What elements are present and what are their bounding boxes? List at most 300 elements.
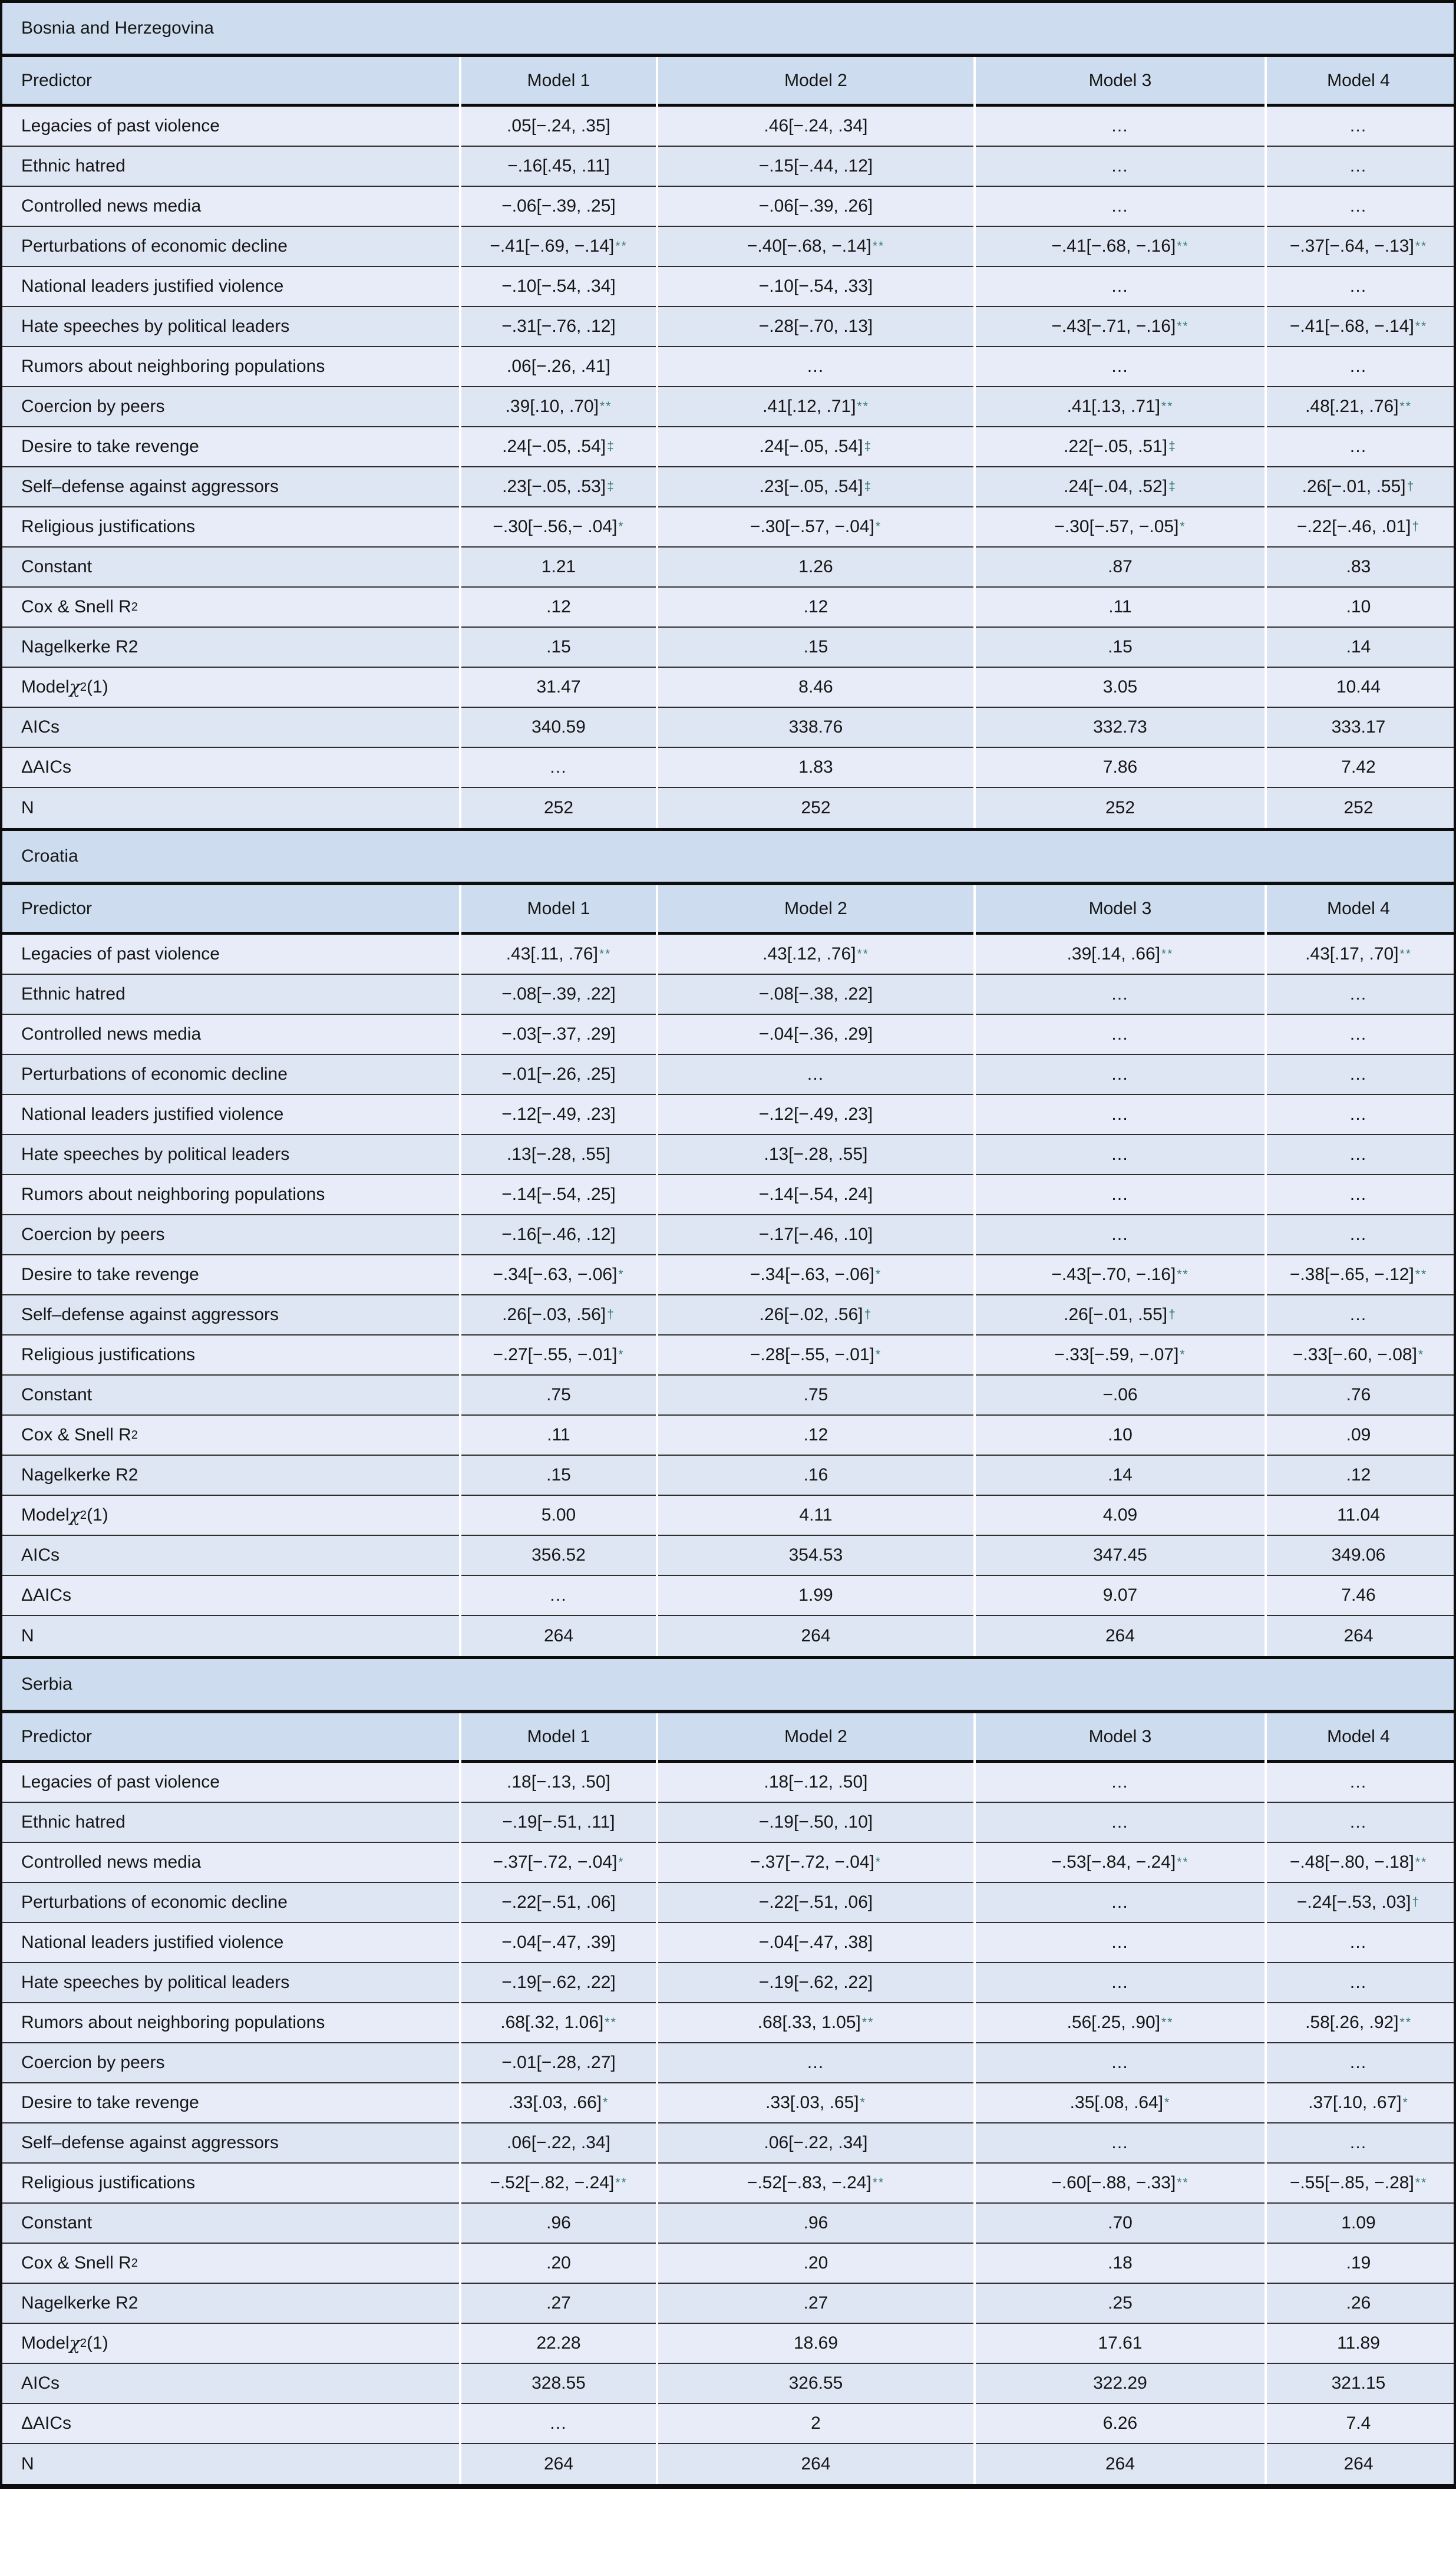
section-title-row [2,831,1454,885]
coefficient-value: .33[.03, .66] [508,2093,602,2112]
value-cell-model-4 [1267,1295,1454,1335]
value-cell-model-4: −.55[−.85, −.28] ** [1267,2164,1454,2204]
coefficient-value: 347.45 [1093,1545,1147,1565]
predictor-label-part: Model [21,1505,70,1525]
coefficient-value: .46[−.24, .34] [764,116,868,136]
coefficient-value: .16 [803,1465,828,1485]
column-header-row [2,57,1454,107]
value-cell-model-1: −.41[−.69, −.14] ** [461,227,656,267]
value-cell-model-2 [658,1175,973,1215]
predictor-label: N [21,1626,34,1646]
value-cell-model-4: .48[.21, .76] ** [1267,387,1454,427]
table-row [2,2164,1454,2204]
value-cell-model-1 [461,748,656,788]
value-cell-model-3 [976,187,1264,227]
coefficient-value: .06[−.22, .34] [764,2133,868,2152]
coefficient-value: 354.53 [788,1545,843,1565]
value-cell-model-1 [461,2204,656,2244]
coefficient-value: −.27[−.55, −.01] [493,1345,618,1364]
value-cell-model-3 [976,2324,1264,2364]
coefficient-value: .24[−.04, .52] [1064,477,1168,496]
table-row [2,1416,1454,1456]
coefficient-value: … [1349,1305,1368,1324]
predictor-label: Controlled news media [21,196,202,216]
coefficient-value: … [1349,1185,1368,1204]
table-row [2,668,1454,708]
coefficient-value: … [1349,1104,1368,1124]
predictor-cell [2,788,459,828]
value-cell-model-2 [658,748,973,788]
col-header-model-2 [658,1713,973,1763]
coefficient-value: 326.55 [788,2373,843,2393]
coefficient-value: 1.21 [541,557,576,576]
coefficient-value: … [1111,1104,1130,1124]
table-row [2,2444,1454,2484]
value-cell-model-2: .68[.33, 1.05] ** [658,2003,973,2043]
table-row [2,187,1454,227]
value-cell-model-2 [658,147,973,187]
predictor-label: Hate speeches by political leaders [21,316,290,336]
coefficient-value: .13[−.28, .55] [507,1145,610,1164]
section-title-row [2,1659,1454,1713]
coefficient-value: … [1111,1892,1130,1912]
predictor-cell [2,107,459,147]
coefficient-value: −.34[−.63, −.06] [750,1265,874,1284]
value-cell-model-4 [1267,107,1454,147]
coefficient-value: 7.86 [1102,757,1138,777]
table-row [2,387,1454,427]
coefficient-value: .10 [1108,1425,1133,1445]
coefficient-value: −.55[−.85, −.28] [1289,2173,1414,2192]
value-cell-model-1: .24[−.05, .54] ‡ [461,427,656,467]
value-cell-model-4 [1267,1416,1454,1456]
predictor-cell [2,1175,459,1215]
coefficient-value: −.41[−.69, −.14] [490,236,615,256]
value-cell-model-2 [658,628,973,668]
coefficient-value: −.04[−.36, .29] [758,1024,873,1044]
value-cell-model-3 [976,1496,1264,1536]
coefficient-value: −.48[−.80, −.18] [1289,1852,1414,1872]
value-cell-model-1 [461,1015,656,1055]
section-title: Croatia [21,846,78,866]
value-cell-model-1 [461,267,656,307]
value-cell-model-2 [658,588,973,628]
table-row [2,1536,1454,1576]
value-cell-model-3: −.60[−.88, −.33] ** [976,2164,1264,2204]
predictor-label-part: (1) [87,2333,108,2353]
predictor-label: Self–defense against aggressors [21,1305,279,1324]
predictor-label: Coercion by peers [21,2053,165,2072]
value-cell-model-2: −.37[−.72, −.04] * [658,1843,973,1883]
col-header-label: Model 3 [1088,70,1152,90]
coefficient-value: 338.76 [788,717,843,737]
coefficient-value: −.33[−.59, −.07] [1054,1345,1179,1364]
coefficient-value: .43[.11, .76] [506,944,598,964]
value-cell-model-2 [658,1015,973,1055]
coefficient-value: −.01[−.26, .25] [501,1064,616,1084]
table-row [2,1055,1454,1095]
value-cell-model-1: −.27[−.55, −.01] * [461,1335,656,1376]
value-cell-model-2 [658,2204,973,2244]
value-cell-model-2: .33[.03, .65] * [658,2083,973,2123]
coefficient-value: .20 [546,2253,571,2273]
value-cell-model-4 [1267,668,1454,708]
value-cell-model-3 [976,748,1264,788]
value-cell-model-2: −.30[−.57, −.04] * [658,507,973,548]
coefficient-value: 264 [801,1626,831,1646]
value-cell-model-4 [1267,2244,1454,2284]
coefficient-value: .12 [546,597,571,616]
value-cell-model-4 [1267,1135,1454,1175]
coefficient-value: −.08[−.38, .22] [758,984,873,1004]
value-cell-model-1 [461,1496,656,1536]
table-row [2,548,1454,588]
coefficient-value: .39[.14, .66] [1067,944,1161,964]
value-cell-model-4 [1267,1923,1454,1963]
value-cell-model-3: .39[.14, .66] ** [976,935,1264,975]
value-cell-model-2: −.28[−.55, −.01] * [658,1335,973,1376]
predictor-cell [2,1095,459,1135]
coefficient-value: 3.05 [1102,677,1138,697]
col-header-predictor [2,57,459,107]
table-row [2,1456,1454,1496]
coefficient-value: … [1111,1064,1130,1084]
predictor-label-part: Cox & Snell R [21,597,131,616]
predictor-cell [2,1763,459,1803]
coefficient-value: −.40[−.68, −.14] [747,236,871,256]
value-cell-model-3 [976,548,1264,588]
col-header-label: Model 4 [1327,1726,1390,1746]
coefficient-value: .20 [803,2253,828,2273]
value-cell-model-3 [976,1416,1264,1456]
coefficient-value: … [1349,2133,1368,2152]
predictor-label: Desire to take revenge [21,1265,199,1284]
coefficient-value: .22[−.05, .51] [1064,437,1168,456]
value-cell-model-4: −.48[−.80, −.18] ** [1267,1843,1454,1883]
value-cell-model-1 [461,147,656,187]
table-row [2,2284,1454,2324]
value-cell-model-4: −.41[−.68, −.14] ** [1267,307,1454,347]
coefficient-value: 11.04 [1337,1505,1380,1525]
value-cell-model-1: .33[.03, .66] * [461,2083,656,2123]
predictor-label-part: (1) [87,677,108,697]
coefficient-value: 4.11 [799,1505,833,1525]
predictor-cell: Model χ 2 (1) [2,2324,459,2364]
value-cell-model-2 [658,788,973,828]
value-cell-model-1 [461,187,656,227]
coefficient-value: 5.00 [541,1505,576,1525]
coefficient-value: 7.4 [1346,2413,1371,2433]
predictor-cell [2,748,459,788]
value-cell-model-4 [1267,1175,1454,1215]
value-cell-model-1 [461,2404,656,2444]
coefficient-value: 252 [1105,798,1135,817]
coefficient-value: .87 [1108,557,1133,576]
coefficient-value: .19 [1346,2253,1371,2273]
coefficient-value: … [1349,2053,1368,2072]
predictor-cell [2,2043,459,2083]
value-cell-model-1 [461,1616,656,1656]
value-cell-model-2 [658,307,973,347]
value-cell-model-3: .24[−.04, .52] ‡ [976,467,1264,507]
predictor-cell [2,347,459,387]
predictor-cell [2,2204,459,2244]
coefficient-value: … [1111,1225,1130,1244]
predictor-cell [2,1923,459,1963]
coefficient-value: −.41[−.68, −.16] [1051,236,1176,256]
coefficient-value: … [1349,437,1368,456]
table-row [2,2003,1454,2043]
coefficient-value: 264 [1105,1626,1135,1646]
coefficient-value: −.14[−.54, .24] [758,1185,873,1204]
col-header-predictor [2,1713,459,1763]
table-row [2,1255,1454,1295]
value-cell-model-1 [461,2284,656,2324]
value-cell-model-3 [976,1763,1264,1803]
predictor-cell [2,267,459,307]
coefficient-value: .15 [546,637,571,657]
value-cell-model-2 [658,2123,973,2164]
value-cell-model-2 [658,1536,973,1576]
country-section [2,828,1454,1656]
value-cell-model-1: .39[.10, .70] ** [461,387,656,427]
coefficient-value: … [1349,1225,1368,1244]
coefficient-value: … [1111,357,1130,376]
predictor-cell [2,1616,459,1656]
value-cell-model-2 [658,1496,973,1536]
predictor-label: AICs [21,1545,60,1565]
coefficient-value: .05[−.24, .35] [507,116,610,136]
value-cell-model-1 [461,1055,656,1095]
value-cell-model-2 [658,267,973,307]
value-cell-model-3 [976,1055,1264,1095]
value-cell-model-2 [658,1055,973,1095]
coefficient-value: .15 [1108,637,1133,657]
value-cell-model-3 [976,1923,1264,1963]
predictor-cell [2,2444,459,2484]
value-cell-model-4 [1267,347,1454,387]
coefficient-value: −.04[−.47, .38] [758,1933,873,1952]
value-cell-model-3 [976,2244,1264,2284]
table-row [2,1843,1454,1883]
coefficient-value: … [1349,116,1368,136]
value-cell-model-4 [1267,2444,1454,2484]
predictor-cell [2,1015,459,1055]
value-cell-model-2 [658,1883,973,1923]
coefficient-value: 2 [811,2413,821,2433]
predictor-label: ΔAICs [21,757,72,777]
coefficient-value: −.12[−.49, .23] [758,1104,873,1124]
coefficient-value: .25 [1108,2293,1133,2313]
value-cell-model-3: .56[.25, .90] ** [976,2003,1264,2043]
value-cell-model-2 [658,1416,973,1456]
coefficient-value: .41[.12, .71] [762,397,856,416]
table-row [2,427,1454,467]
coefficient-value: 10.44 [1336,677,1381,697]
coefficient-value: −.34[−.63, −.06] [493,1265,618,1284]
coefficient-value: .96 [546,2213,571,2233]
value-cell-model-4 [1267,788,1454,828]
value-cell-model-4 [1267,1763,1454,1803]
coefficient-value: −.08[−.39, .22] [501,984,616,1004]
value-cell-model-4 [1267,1803,1454,1843]
coefficient-value: .43[.12, .76] [762,944,856,964]
coefficient-value: −.33[−.60, −.08] [1292,1345,1417,1364]
predictor-label: Religious justifications [21,2173,196,2192]
predictor-cell [2,548,459,588]
value-cell-model-4: −.37[−.64, −.13] ** [1267,227,1454,267]
value-cell-model-4 [1267,2284,1454,2324]
coefficient-value: … [1349,1812,1368,1832]
table-row [2,227,1454,267]
col-header-label: Model 1 [527,898,590,918]
value-cell-model-3: −.43[−.70, −.16] ** [976,1255,1264,1295]
coefficient-value: −.30[−.57, −.05] [1054,517,1179,536]
table-row [2,307,1454,347]
value-cell-model-2 [658,2324,973,2364]
coefficient-value: … [1349,156,1368,176]
predictor-label-part: Model [21,2333,70,2353]
predictor-label: Coercion by peers [21,1225,165,1244]
value-cell-model-1 [461,307,656,347]
coefficient-value: −.16[−.46, .12] [501,1225,616,1244]
coefficient-value: −.37[−.64, −.13] [1289,236,1414,256]
coefficient-value: .39[.10, .70] [505,397,599,416]
coefficient-value: 7.42 [1341,757,1376,777]
predictor-label: N [21,798,34,817]
col-header-model-2 [658,57,973,107]
coefficient-value: .10 [1346,597,1371,616]
value-cell-model-2 [658,2244,973,2284]
coefficient-value: … [1349,1145,1368,1164]
value-cell-model-3 [976,1536,1264,1576]
value-cell-model-1 [461,1376,656,1416]
coefficient-value: … [1111,984,1130,1004]
coefficient-value: .76 [1346,1385,1371,1404]
section-title: Serbia [21,1674,72,1694]
coefficient-value: .24[−.05, .54] [502,437,606,456]
predictor-label: Religious justifications [21,1345,196,1364]
coefficient-value: 22.28 [536,2333,581,2353]
value-cell-model-2: −.34[−.63, −.06] * [658,1255,973,1295]
predictor-cell [2,628,459,668]
coefficient-value: −.38[−.65, −.12] [1289,1265,1414,1284]
coefficient-value: … [1111,156,1130,176]
table-row [2,507,1454,548]
predictor-label: Self–defense against aggressors [21,477,279,496]
value-cell-model-1 [461,975,656,1015]
value-cell-model-3 [976,347,1264,387]
value-cell-model-1: −.30[−.56,− .04] * [461,507,656,548]
value-cell-model-3 [976,588,1264,628]
predictor-cell [2,307,459,347]
value-cell-model-2: .41[.12, .71] ** [658,387,973,427]
coefficient-value: −.06 [1102,1385,1138,1404]
value-cell-model-4 [1267,187,1454,227]
value-cell-model-1 [461,107,656,147]
coefficient-value: −.19[−.62, .22] [501,1973,616,1992]
table-row [2,1803,1454,1843]
value-cell-model-3: −.43[−.71, −.16] ** [976,307,1264,347]
predictor-cell [2,708,459,748]
value-cell-model-3: −.30[−.57, −.05] * [976,507,1264,548]
col-header-label: Predictor [21,898,93,918]
value-cell-model-2: .43[.12, .76] ** [658,935,973,975]
coefficient-value: .18 [1108,2253,1133,2273]
value-cell-model-2: .24[−.05, .54] ‡ [658,427,973,467]
coefficient-value: .26[−.02, .56] [759,1305,863,1324]
table-row [2,1963,1454,2003]
value-cell-model-3 [976,628,1264,668]
value-cell-model-2 [658,2404,973,2444]
value-cell-model-3 [976,2444,1264,2484]
predictor-cell [2,2164,459,2204]
predictor-label: AICs [21,2373,60,2393]
table-row [2,1335,1454,1376]
value-cell-model-2: −.52[−.83, −.24] ** [658,2164,973,2204]
coefficient-value: 264 [1105,2454,1135,2474]
predictor-cell [2,1215,459,1255]
col-header-model-1 [461,1713,656,1763]
predictor-cell [2,1255,459,1295]
predictor-label-part: Model [21,677,70,697]
value-cell-model-3 [976,1215,1264,1255]
coefficient-value: … [806,1064,826,1084]
coefficient-value: 7.46 [1341,1585,1376,1605]
table-row [2,1763,1454,1803]
col-header-predictor [2,885,459,935]
coefficient-value: .11 [1108,597,1132,616]
value-cell-model-1 [461,1456,656,1496]
value-cell-model-4 [1267,588,1454,628]
coefficient-value: −.10[−.54, .34] [501,276,616,296]
value-cell-model-2 [658,2364,973,2404]
predictor-label: Self–defense against aggressors [21,2133,279,2152]
table-row [2,147,1454,187]
coefficient-value: … [1349,1933,1368,1952]
coefficient-value: … [1349,1064,1368,1084]
value-cell-model-3: .22[−.05, .51] ‡ [976,427,1264,467]
value-cell-model-4: .37[.10, .67] * [1267,2083,1454,2123]
value-cell-model-4 [1267,1095,1454,1135]
coefficient-value: −.14[−.54, .25] [501,1185,616,1204]
predictor-label: Religious justifications [21,517,196,536]
coefficient-value: .27 [803,2293,828,2313]
coefficient-value: .48[.21, .76] [1305,397,1399,416]
table-row [2,1215,1454,1255]
coefficient-value: −.22[−.51, .06] [758,1892,873,1912]
value-cell-model-4 [1267,1963,1454,2003]
value-cell-model-1 [461,668,656,708]
predictor-label: Ethnic hatred [21,1812,126,1832]
value-cell-model-1 [461,2043,656,2083]
coefficient-value: −.52[−.83, −.24] [747,2173,871,2192]
predictor-label: ΔAICs [21,1585,72,1605]
predictor-label: AICs [21,717,60,737]
coefficient-value: −.17[−.46, .10] [758,1225,873,1244]
coefficient-value: … [1349,1024,1368,1044]
predictor-cell [2,1843,459,1883]
table-row [2,1376,1454,1416]
predictor-cell [2,227,459,267]
value-cell-model-1 [461,2244,656,2284]
value-cell-model-3 [976,1135,1264,1175]
table-row [2,2244,1454,2284]
predictor-cell [2,2284,459,2324]
value-cell-model-4: −.22[−.46, .01] † [1267,507,1454,548]
value-cell-model-2 [658,347,973,387]
value-cell-model-3: −.41[−.68, −.16] ** [976,227,1264,267]
